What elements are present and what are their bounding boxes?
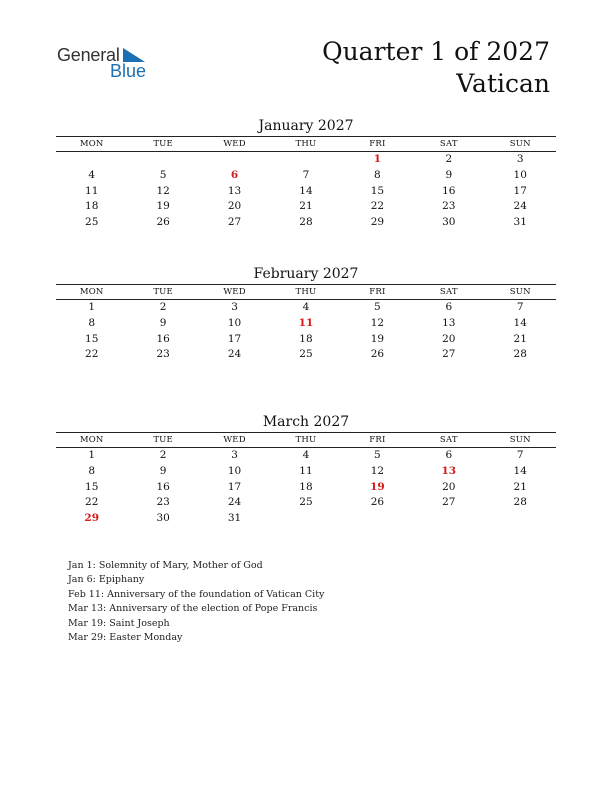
holiday-note: Jan 1: Solemnity of Mary, Mother of God <box>68 560 263 571</box>
day-cell: 25 <box>299 348 313 361</box>
day-cell: 6 <box>445 301 453 313</box>
holiday-note: Mar 29: Easter Monday <box>68 632 183 644</box>
day-cell <box>270 152 341 168</box>
holiday-note: Mar 13: Anniversary of the election of Pope Francis <box>68 603 318 615</box>
week-row <box>56 448 556 464</box>
day-cell: 29 <box>370 216 385 229</box>
day-cell: 31 <box>513 216 527 229</box>
day-cell: 17 <box>227 332 242 345</box>
day-cell: 20 <box>227 200 242 213</box>
day-cell: 25 <box>85 216 99 229</box>
page-title <box>322 36 550 100</box>
day-cell: 24 <box>227 348 242 361</box>
day-cell: 10 <box>227 316 242 329</box>
day-cell: 28 <box>513 496 527 509</box>
week-row <box>56 199 556 215</box>
day-cell: 1 <box>88 301 96 313</box>
weekday-header-row <box>56 137 556 152</box>
month-title: February 2027 <box>253 266 359 282</box>
calendar-grid <box>56 432 556 527</box>
calendar-grid <box>56 284 556 363</box>
logo-word-blue: Blue <box>110 61 147 81</box>
week-row <box>56 332 556 348</box>
day-cell: 15 <box>85 480 99 493</box>
day-cell: 18 <box>85 200 99 213</box>
day-cell: 17 <box>227 480 242 493</box>
weekday-label: WED <box>223 139 246 149</box>
weekday-header-row <box>56 285 556 300</box>
day-cell: 22 <box>85 496 99 509</box>
weekday-label: WED <box>223 287 246 297</box>
logo-triangle-icon <box>123 48 147 62</box>
calendar-grid <box>56 136 556 231</box>
weekday-label: TUE <box>153 139 173 149</box>
day-cell: 26 <box>370 496 385 509</box>
day-cell <box>270 511 341 527</box>
day-cell: 11 <box>85 184 99 197</box>
day-cell: 10 <box>227 464 242 477</box>
day-cell: 12 <box>370 464 385 477</box>
week-row <box>56 495 556 511</box>
day-cell: 11 <box>299 464 313 477</box>
quarter-title: Quarter 1 of 2027 <box>322 37 550 66</box>
day-cell: 23 <box>156 348 170 361</box>
month-january <box>56 116 556 231</box>
day-cell: 3 <box>231 449 238 461</box>
day-cell: 16 <box>156 480 170 493</box>
day-cell: 31 <box>227 512 242 525</box>
month-title: January 2027 <box>258 118 354 134</box>
day-cell: 5 <box>374 301 381 313</box>
day-cell: 23 <box>156 496 170 509</box>
holiday-day-cell: 1 <box>373 153 382 165</box>
month-title: March 2027 <box>262 414 350 430</box>
holiday-notes <box>68 559 324 645</box>
weekday-label: THU <box>295 139 317 149</box>
day-cell: 26 <box>370 348 385 361</box>
week-row <box>56 152 556 168</box>
day-cell: 30 <box>442 216 456 229</box>
holiday-day-cell: 6 <box>230 168 239 181</box>
day-cell <box>56 152 127 168</box>
holiday-day-cell: 29 <box>84 512 100 525</box>
day-cell: 2 <box>159 449 167 461</box>
logo-word-general: General <box>57 45 120 65</box>
day-cell: 19 <box>370 332 385 345</box>
month-february <box>56 264 556 363</box>
weekday-label: TUE <box>153 287 173 297</box>
day-cell: 22 <box>370 200 385 213</box>
day-cell: 18 <box>299 332 313 345</box>
weekday-label: THU <box>295 435 317 445</box>
day-cell: 7 <box>516 449 524 461</box>
day-cell: 27 <box>442 496 456 509</box>
day-cell: 4 <box>88 168 96 181</box>
week-row <box>56 480 556 496</box>
country-title: Vatican <box>456 69 550 98</box>
day-cell: 27 <box>227 216 242 229</box>
day-cell: 7 <box>302 168 310 181</box>
day-cell: 14 <box>513 464 527 477</box>
day-cell: 6 <box>445 449 453 461</box>
day-cell: 9 <box>159 316 167 329</box>
day-cell: 26 <box>156 216 170 229</box>
month-march <box>56 412 556 527</box>
week-row <box>56 316 556 332</box>
day-cell: 22 <box>85 348 99 361</box>
day-cell: 16 <box>156 332 170 345</box>
day-cell: 21 <box>299 200 313 213</box>
day-cell: 21 <box>513 480 527 493</box>
day-cell: 5 <box>374 449 381 461</box>
day-cell: 15 <box>370 184 385 197</box>
week-row <box>56 168 556 184</box>
day-cell <box>199 152 270 168</box>
generalblue-logo <box>57 45 167 81</box>
day-cell: 9 <box>159 464 167 477</box>
day-cell: 13 <box>227 184 242 197</box>
holiday-day-cell: 11 <box>298 316 314 329</box>
week-row <box>56 464 556 480</box>
weekday-label: MON <box>79 435 104 445</box>
week-row <box>56 184 556 200</box>
weekday-label: MON <box>79 287 104 297</box>
day-cell: 4 <box>302 449 310 461</box>
weekday-label: FRI <box>369 287 386 297</box>
day-cell: 1 <box>88 449 96 461</box>
day-cell: 27 <box>442 348 456 361</box>
day-cell: 16 <box>442 184 456 197</box>
day-cell: 28 <box>513 348 527 361</box>
day-cell: 3 <box>516 153 524 165</box>
holiday-note: Feb 11: Anniversary of the foundation of Vatican City <box>68 588 325 600</box>
day-cell: 15 <box>85 332 99 345</box>
day-cell: 7 <box>516 301 524 313</box>
day-cell <box>413 511 484 527</box>
weekday-label: SUN <box>509 287 531 297</box>
day-cell: 24 <box>513 200 527 213</box>
day-cell: 9 <box>445 168 453 181</box>
day-cell: 2 <box>445 153 453 165</box>
weekday-label: SAT <box>439 287 458 297</box>
day-cell: 8 <box>88 464 96 477</box>
day-cell: 2 <box>159 301 167 313</box>
weekday-label: THU <box>295 287 317 297</box>
holiday-day-cell: 13 <box>441 464 457 477</box>
week-row <box>56 215 556 231</box>
day-cell: 5 <box>159 168 167 181</box>
day-cell: 12 <box>370 316 385 329</box>
day-cell: 12 <box>156 184 170 197</box>
day-cell: 13 <box>442 316 456 329</box>
day-cell: 30 <box>156 512 170 525</box>
week-row <box>56 347 556 363</box>
weekday-label: TUE <box>153 435 173 445</box>
week-row <box>56 300 556 316</box>
day-cell: 25 <box>299 496 313 509</box>
weekday-label: WED <box>223 435 246 445</box>
weekday-label: MON <box>79 139 104 149</box>
day-cell: 8 <box>88 316 96 329</box>
day-cell: 14 <box>513 316 527 329</box>
week-row <box>56 511 556 527</box>
day-cell: 14 <box>299 184 313 197</box>
day-cell: 20 <box>442 480 456 493</box>
weekday-label: FRI <box>369 435 386 445</box>
weekday-label: SAT <box>439 435 458 445</box>
day-cell <box>127 152 198 168</box>
day-cell: 18 <box>299 480 313 493</box>
day-cell: 4 <box>302 301 310 313</box>
holiday-note: Mar 19: Saint Joseph <box>68 617 170 629</box>
weekday-label: SUN <box>509 435 531 445</box>
weekday-header-row <box>56 433 556 448</box>
holiday-note: Jan 6: Epiphany <box>68 574 145 586</box>
day-cell <box>342 511 413 527</box>
weekday-label: FRI <box>369 139 386 149</box>
day-cell <box>485 511 556 527</box>
day-cell: 28 <box>299 216 313 229</box>
day-cell: 23 <box>442 200 456 213</box>
day-cell: 17 <box>513 184 527 197</box>
day-cell: 24 <box>227 496 242 509</box>
day-cell: 8 <box>374 168 381 181</box>
day-cell: 19 <box>156 200 170 213</box>
weekday-label: SUN <box>509 139 531 149</box>
day-cell: 21 <box>513 332 527 345</box>
holiday-day-cell: 19 <box>370 480 385 493</box>
weekday-label: SAT <box>439 139 458 149</box>
day-cell: 20 <box>442 332 456 345</box>
day-cell: 3 <box>231 301 238 313</box>
day-cell: 10 <box>513 168 527 181</box>
